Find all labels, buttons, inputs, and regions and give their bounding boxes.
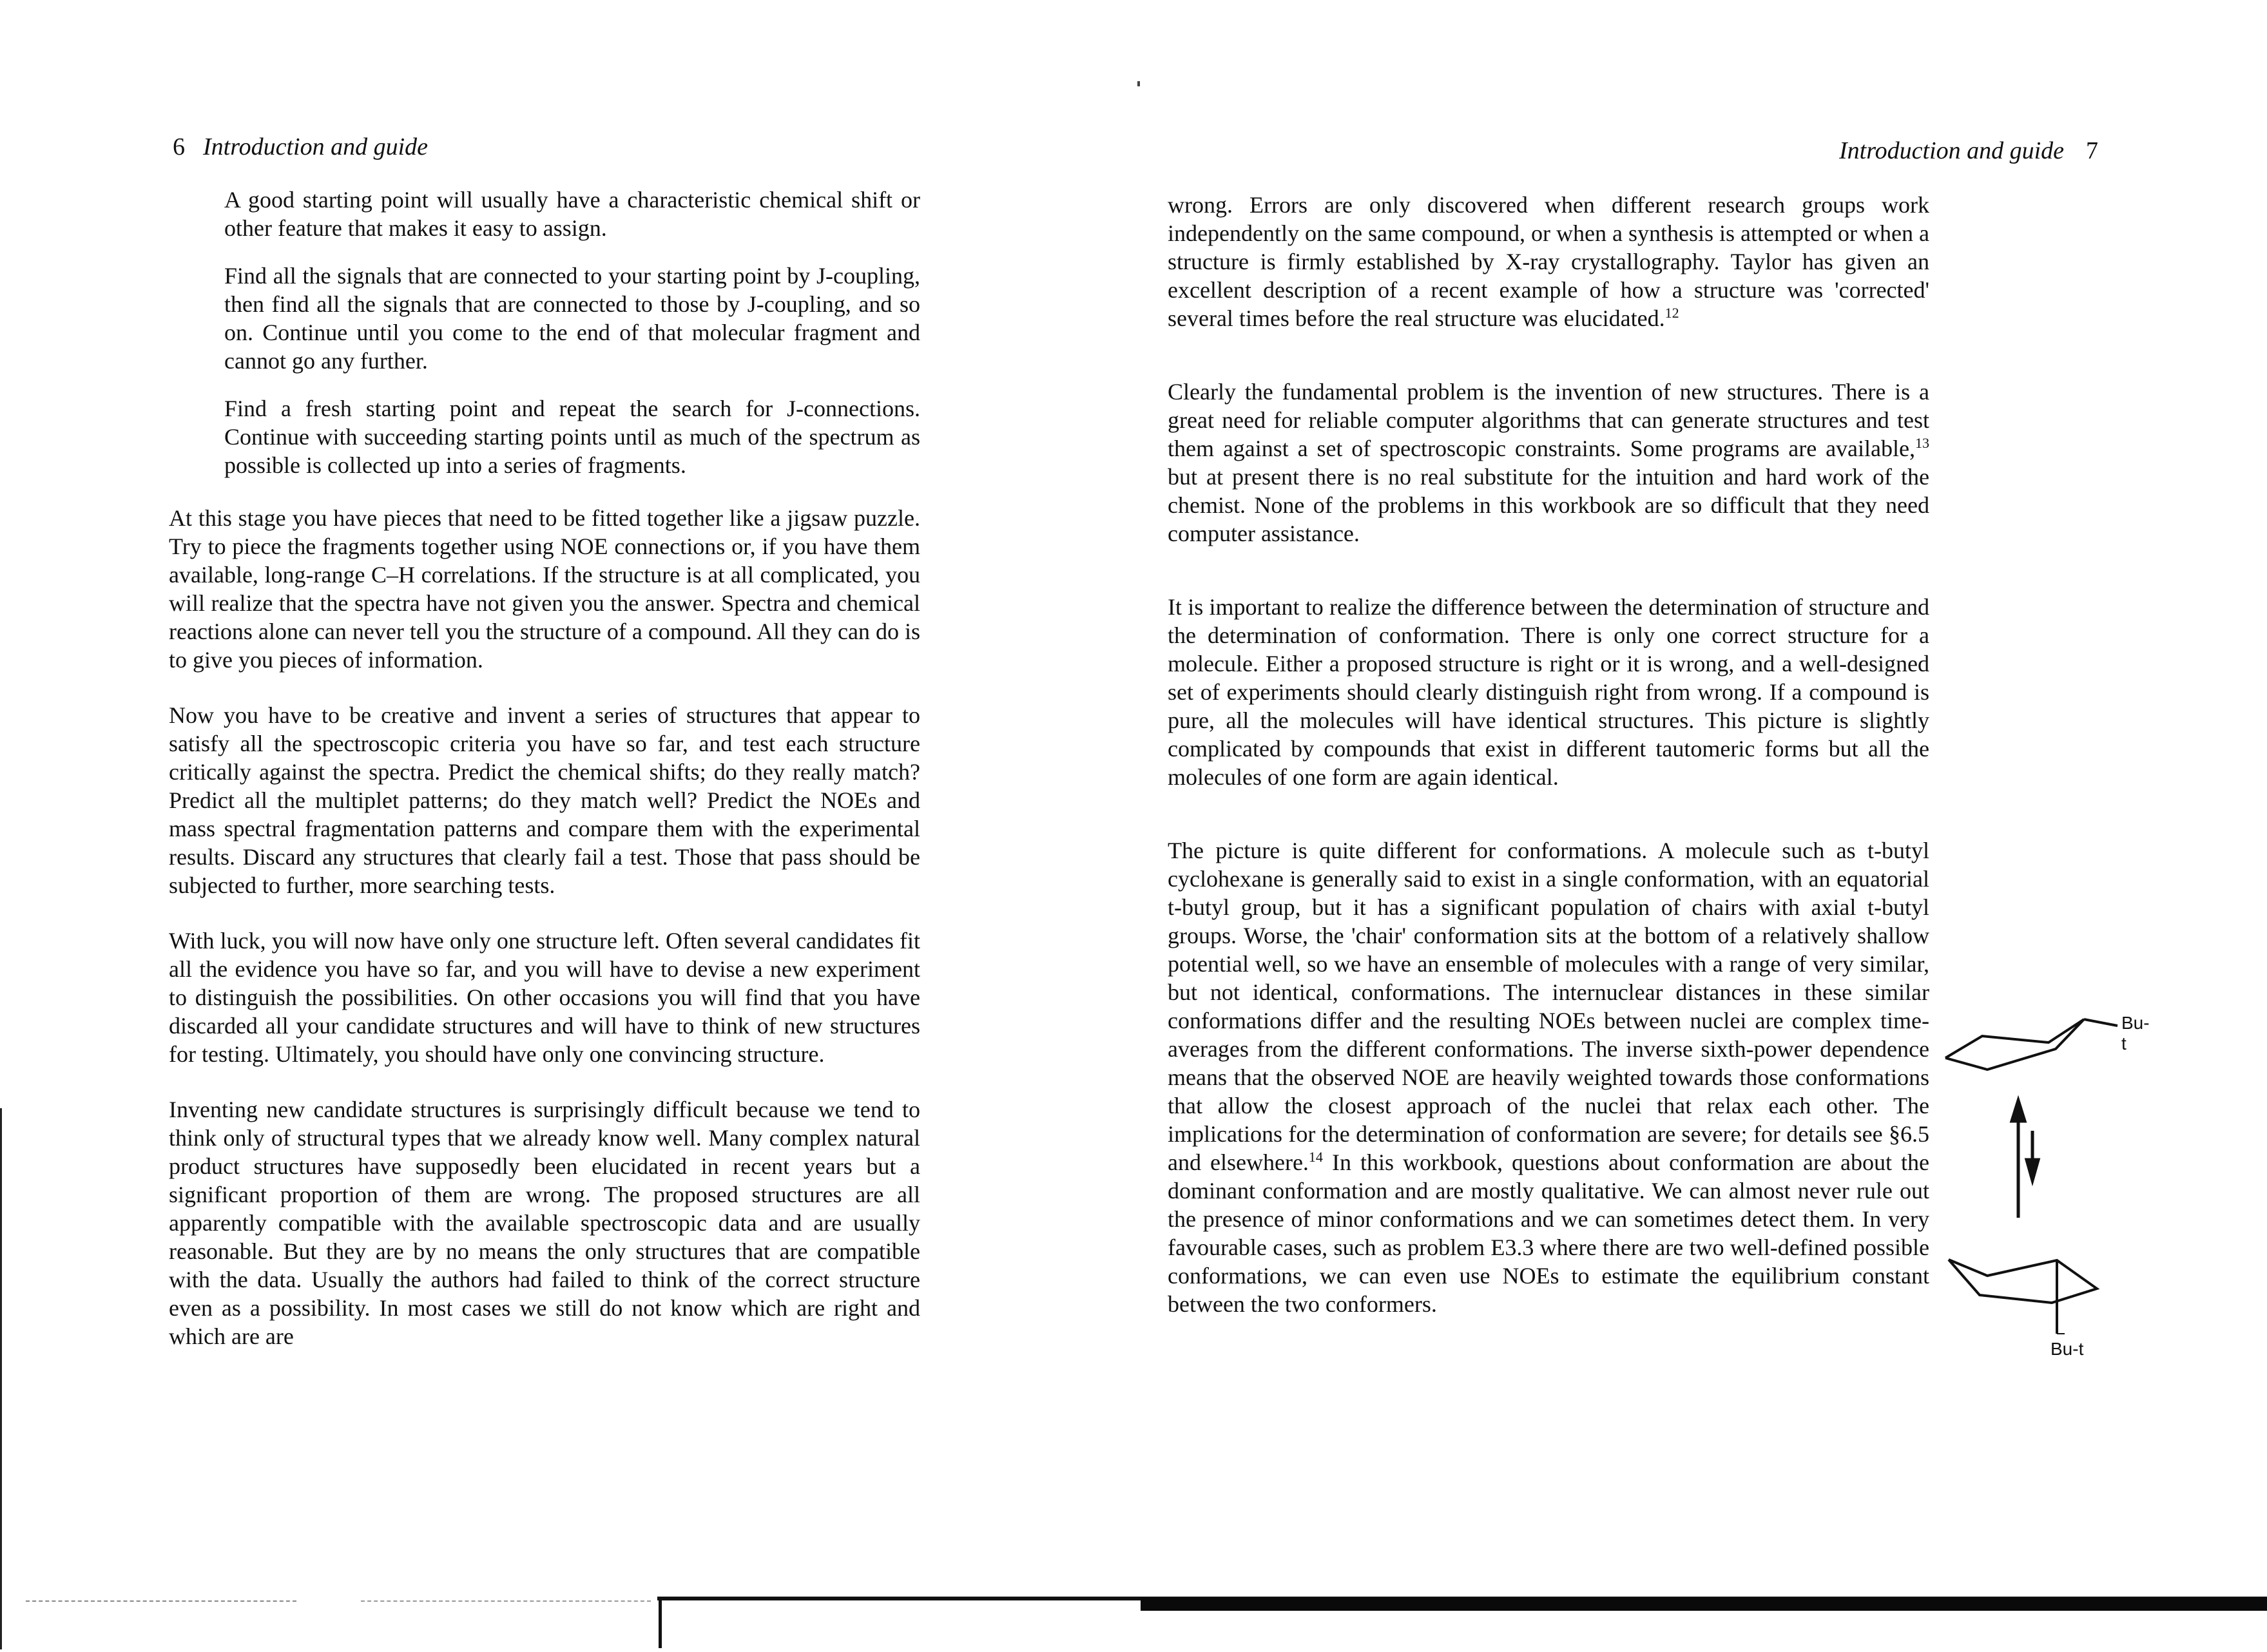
paragraph-luck: With luck, you will now have only one structure left. Often several candidates fit all the evidence you have so far, and you will have to devise a new experiment to distinguish the possibilities. On other occasions you will find that you have discarded all your candidate structures and will have to think of new structures for testing. Ultimately, you should have only one convincing structure. [169, 928, 920, 1067]
cyclohexane-chairs-diagram [1942, 1012, 2136, 1372]
step-2: Find all the signals that are connected to your starting point by J-coupling, then find all the signals that are connected to those by J-coupling, and so on. Continue until you come to the end of that molecular fragment and cannot go any further. [224, 263, 920, 374]
scan-gutter-tick [659, 1597, 662, 1648]
paragraph-structure-vs-conformation: It is important to realize the difference between the determination of structure and the determination of conformation. There is only one correct structure for a molecule. Either a proposed structure is right or it is wrong, and a well-designed set of experiments should clearly distinguish right from wrong. If a compound is pure, all the molecules will have identical structures. This picture is slightly complicated by compounds that exist in different tautomeric forms but all the molecules of one form are again identical. [1168, 594, 1929, 790]
right-page [1134, 0, 2267, 1652]
left-page-number: 6 [173, 133, 185, 160]
left-running-title: Introduction and guide [203, 133, 428, 160]
scan-dash-left [26, 1600, 296, 1603]
step-3: Find a fresh starting point and repeat the search for J-connections. Continue with succeeding starting points until as much of the spectrum as possible is collected up into a series of fragments. [224, 396, 920, 478]
paragraph-creative: Now you have to be creative and invent a series of structures that appear to satisfy all the spectroscopic criteria you have so far, and test each structure critically against the spectra. Predict the chemical shifts; do they really match? Predict all the multiplet patterns; do they match well? Predict the NOEs and mass spectral fragmentation patterns and compare them with the experimental results. Discard any structures that clearly fail a test. Those that pass should be subjected to further, more searching tests. [169, 702, 920, 898]
scan-bottom-band [1141, 1598, 2267, 1611]
equatorial-chair [1945, 1019, 2117, 1070]
footnote-ref-14: 14 [1308, 1149, 1323, 1165]
right-running-head [1839, 137, 2098, 165]
bu-t-axial-label: Bu-t [2050, 1339, 2084, 1359]
step-1: A good starting point will usually have a characteristic chemical shift or other feature that makes it easy to assign. [224, 187, 920, 241]
bu-t-equatorial-label: Bu-t [2121, 1013, 2150, 1053]
chair-conformer-figure [1942, 1012, 2150, 1372]
right-page-number: 7 [2086, 137, 2098, 164]
paragraph-conformations: The picture is quite different for conformations. A molecule such as t-butyl cyclohexane is generally said to exist in a single conformation, with an equatorial t-butyl group, but it has a significant population of chairs with axial t-butyl groups. Worse, the 'chair' conformation sits at the bottom of a relatively shallow potential well, so we have an ensemble of molecules with a range of very similar, but not identical, conformations. The internuclear distances in these similar conformations differ and the resulting NOEs between nuclei are complex time-averages from the different conformations. The inverse sixth-power dependence means that the observed NOE are heavily weighted towards those conformations that allow the closest approach of the nuclei that relax each other. The implications for the determination of conformation are severe; for details see §6.5 and elsewhere.$^{14}$ In this workbook, questions about conformation are about the dominant conformation and are mostly qualitative. We can almost never rule out the presence of minor conformations and we can sometimes detect them. In very favourable cases, such as problem E3.3 where there are two well-defined possible conformations, we can even use NOEs to estimate the equilibrium constant between the two conformers. [1168, 838, 1929, 1317]
scan-dash-mid [361, 1600, 651, 1603]
right-body [1168, 191, 1929, 1318]
left-body [169, 186, 920, 1378]
paragraph-errors: wrong. Errors are only discovered when different research groups work independently on the same compound, or when a synthesis is attempted or when a structure is firmly established by X-ray crystallography. Taylor has given an excellent description of a recent example of how a structure was 'corrected' several times before the real structure was elucidated.$^{12}$ [1168, 192, 1929, 331]
footnote-ref-13: 13 [1915, 435, 1929, 451]
left-running-head [173, 133, 428, 161]
equilibrium-arrows-icon [2012, 1100, 2038, 1218]
paragraph-inventing: Inventing new candidate structures is surprisingly difficult because we tend to think only of structural types that we already know well. Many complex natural product structures have supposedly been elucidated in recent years but a significant proportion of them are wrong. The proposed structures are all apparently compatible with the available spectroscopic data and are usually reasonable. But they are by no means the only structures that are compatible with the data. Usually the authors had failed to think of the correct structure even as a possibility. In most cases we still do not know which are right and which are are [169, 1097, 920, 1349]
footnote-ref-12: 12 [1664, 305, 1679, 321]
right-running-title: Introduction and guide [1839, 137, 2064, 164]
axial-chair [1949, 1260, 2097, 1334]
paragraph-jigsaw: At this stage you have pieces that need to be fitted together like a jigsaw puzzle. Try to piece the fragments together using NOE connections or, if you have them available, long-range C–H correlations. If the structure is at all complicated, you will realize that the spectra have not given you the answer. Spectra and chemical reactions alone can never tell you the structure of a compound. All they can do is to give you pieces of information. [169, 505, 920, 673]
paragraph-fundamental-problem: Clearly the fundamental problem is the invention of new structures. There is a great need for reliable computer algorithms that can generate structures and test them against a set of spectroscopic constraints. Some programs are available,$^{13}$ but at present there is no real substitute for the intuition and hard work of the chemist. None of the problems in this workbook are so difficult that they need computer assistance. [1168, 379, 1929, 546]
